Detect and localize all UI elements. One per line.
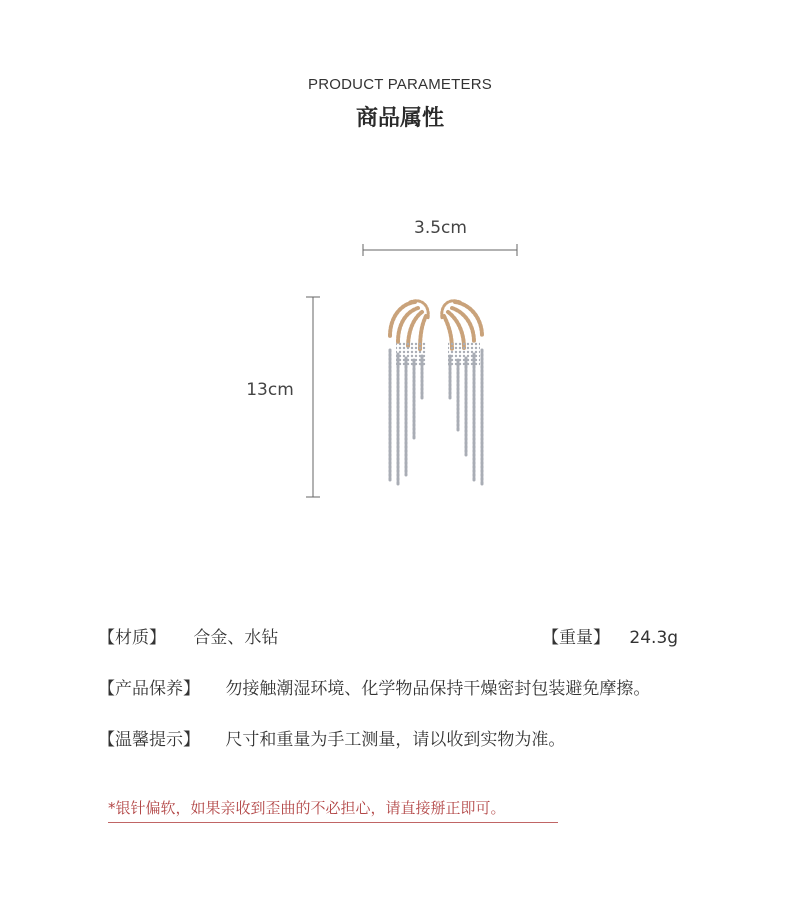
left-earring: [390, 301, 428, 485]
height-dimension-line: [306, 297, 320, 497]
care-value: 勿接触潮湿环境、化学物品保持干燥密封包装避免摩擦。: [225, 679, 651, 699]
header-title-en: PRODUCT PARAMETERS: [308, 76, 492, 93]
header-title-zh: 商品属性: [355, 106, 444, 131]
tip-label: 【温馨提示】: [98, 730, 200, 750]
param-weight: [542, 623, 678, 648]
material-value: 合金、水钻: [193, 628, 279, 648]
weight-label: 【重量】: [542, 628, 610, 648]
tip-value: 尺寸和重量为手工测量，请以收到实物为准。: [225, 730, 566, 750]
tassel-earrings-illustration: [370, 290, 510, 500]
material-label: 【材质】: [98, 628, 166, 648]
param-tip: [98, 725, 565, 750]
width-dimension-label: 3.5cm: [414, 218, 467, 238]
weight-value: 24.3g: [629, 628, 679, 648]
height-dimension-label: 13cm: [246, 380, 294, 400]
care-label: 【产品保养】: [98, 679, 200, 699]
silver-needle-note: *银针偏软，如果亲收到歪曲的不必担心，请直接掰正即可。: [108, 799, 506, 817]
param-care: [98, 674, 650, 699]
width-dimension-line: [363, 244, 517, 256]
note-underline: [108, 822, 558, 823]
param-material: [98, 623, 278, 648]
right-earring: [442, 301, 482, 486]
